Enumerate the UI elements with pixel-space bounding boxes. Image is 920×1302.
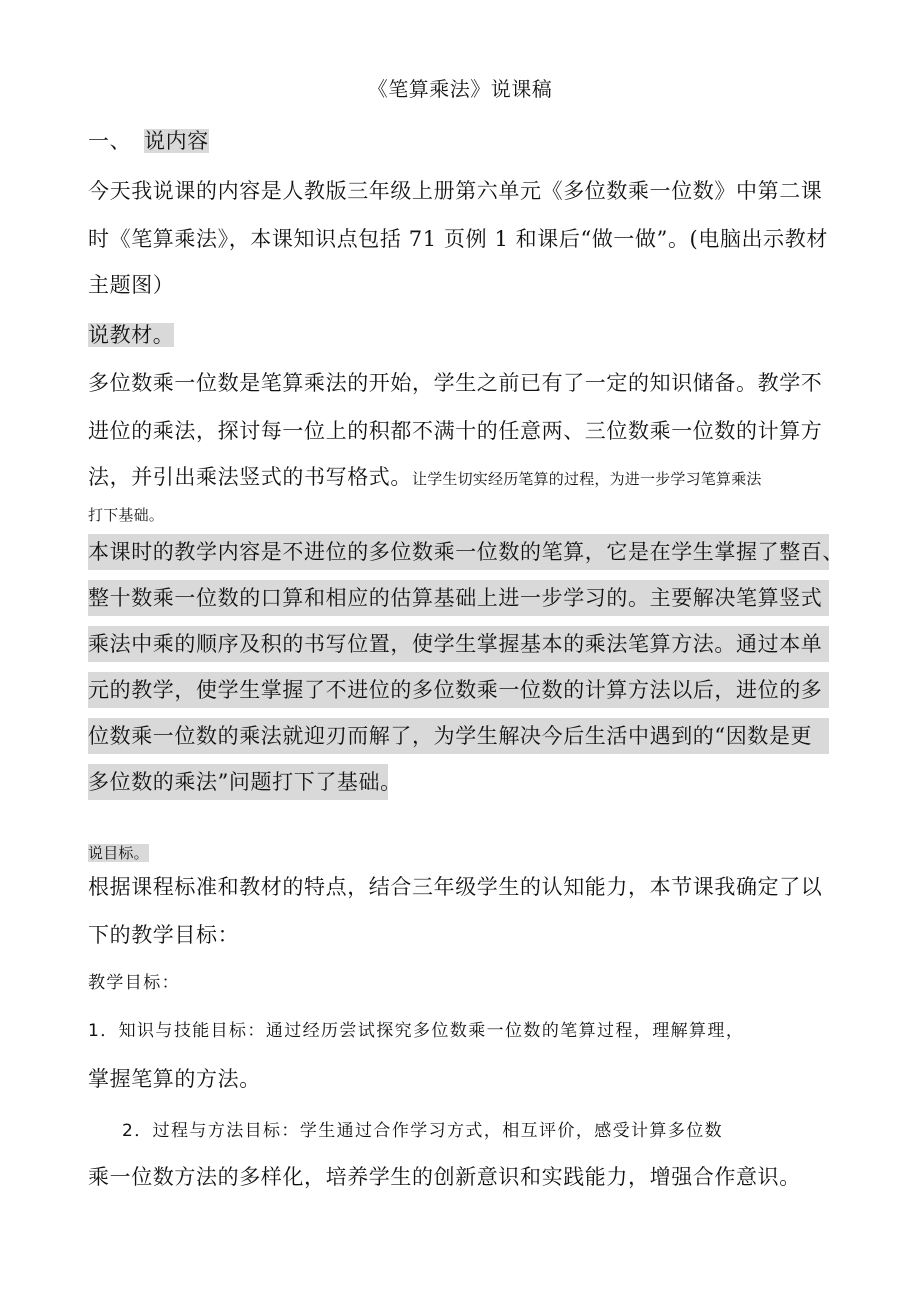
goal-1-line: 掌握笔算的方法。: [88, 1067, 261, 1091]
goals-label: 教学目标：: [88, 973, 180, 993]
paragraph-text-small: 让学生切实经历笔算的过程，为进一步学习笔算乘法: [412, 470, 762, 488]
paragraph-line-highlighted: 多位数的乘法”问题打下了基础。: [88, 770, 402, 794]
paragraph-line: 下的教学目标：: [88, 923, 240, 947]
paragraph-line: 时《笔算乘法》，本课知识点包括 71 页例 1 和课后“做一做”。(电脑出示教材: [88, 227, 828, 251]
paragraph-line: 主题图）: [88, 273, 175, 297]
paragraph-line-highlighted: 本课时的教学内容是不进位的多位数乘一位数的笔算，它是在学生掌握了整百、: [88, 540, 844, 564]
paragraph-text: 法，并引出乘法竖式的书写格式。: [88, 465, 412, 489]
goal-2-line: 乘一位数方法的多样化，培养学生的创新意识和实践能力，增强合作意识。: [88, 1165, 801, 1189]
goal-2-line: 2．过程与方法目标：学生通过合作学习方式，相互评价，感受计算多位数: [122, 1121, 724, 1141]
paragraph-line: [88, 462, 762, 494]
goal-1-line: 1．知识与技能目标：通过经历尝试探究多位数乘一位数的笔算过程，理解算理，: [88, 1021, 745, 1041]
paragraph-line: 今天我说课的内容是人教版三年级上册第六单元《多位数乘一位数》中第二课: [88, 179, 823, 203]
section-heading-textbook: [88, 320, 174, 350]
section-heading-content: [88, 126, 209, 156]
section-heading-goals: [88, 838, 149, 868]
paragraph-line-highlighted: 元的教学，使学生掌握了不进位的多位数乘一位数的计算方法以后，进位的多: [88, 678, 823, 702]
paragraph-line: 根据课程标准和教材的特点，结合三年级学生的认知能力，本节课我确定了以: [88, 875, 823, 899]
paragraph-line-small: 打下基础。: [88, 506, 165, 524]
section-title: 说目标。: [88, 844, 149, 862]
section-number: 一、: [88, 129, 132, 153]
section-title: 说内容: [144, 129, 209, 153]
section-title: 说教材。: [88, 323, 175, 347]
paragraph-line-highlighted: 整十数乘一位数的口算和相应的估算基础上进一步学习的。主要解决笔算竖式: [88, 586, 823, 610]
document-title: 《笔算乘法》说课稿: [367, 77, 553, 101]
paragraph-line: 多位数乘一位数是笔算乘法的开始，学生之前已有了一定的知识储备。教学不: [88, 371, 823, 395]
paragraph-line: 进位的乘法，探讨每一位上的积都不满十的任意两、三位数乘一位数的计算方: [88, 419, 823, 443]
paragraph-line-highlighted: 乘法中乘的顺序及积的书写位置，使学生掌握基本的乘法笔算方法。通过本单: [88, 632, 823, 656]
paragraph-line-highlighted: 位数乘一位数的乘法就迎刃而解了，为学生解决今后生活中遇到的“因数是更: [88, 724, 813, 748]
